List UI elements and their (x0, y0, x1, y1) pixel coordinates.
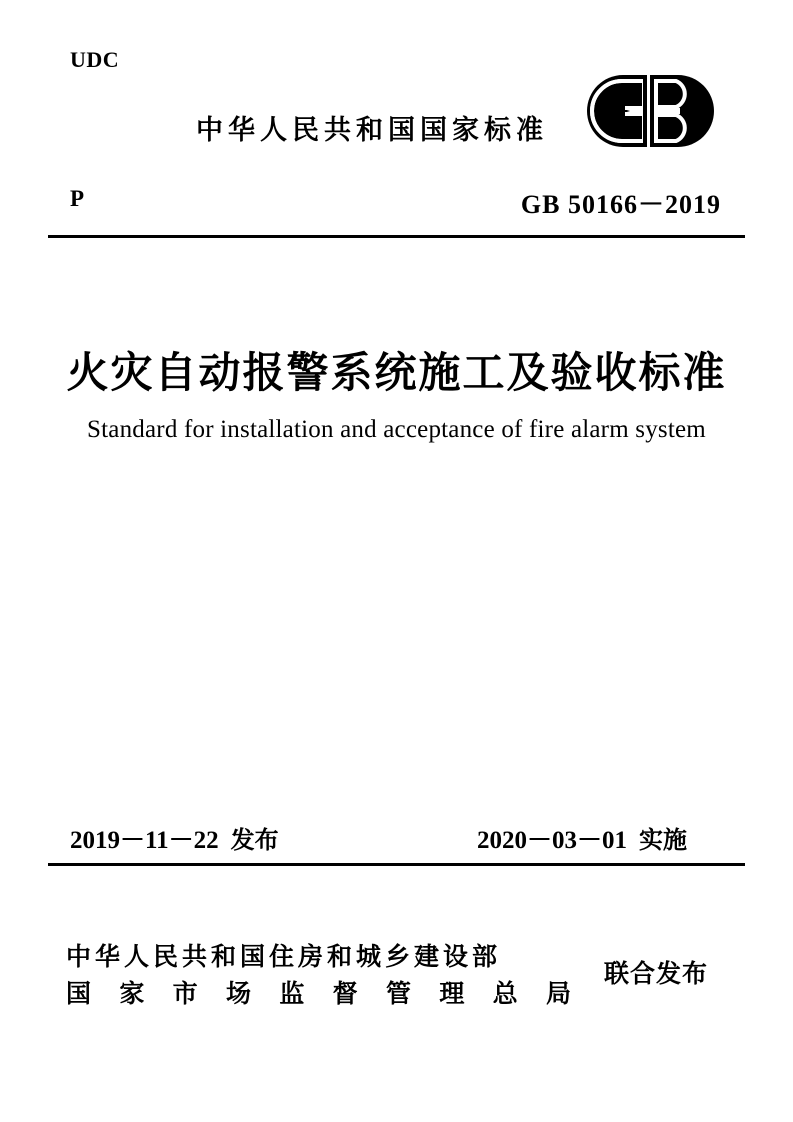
publisher-line-1: 中华人民共和国住房和城乡建设部 (66, 942, 502, 971)
effective-date-value: 2020－03－01 (477, 827, 628, 854)
udc-label: UDC (70, 47, 120, 72)
effective-date-group (477, 820, 687, 856)
national-standard-heading: 中华人民共和国国家标准 (196, 115, 548, 146)
gb-emblem-logo (586, 74, 714, 148)
classification-code: P (70, 186, 85, 211)
issue-date-label: 发布 (230, 826, 279, 854)
document-title-english: Standard for installation and acceptance of fire alarm system (87, 416, 706, 443)
header-divider-rule (48, 235, 745, 238)
issue-date-value: 2019－11－22 (70, 827, 219, 854)
joint-issue-label: 联合发布 (604, 959, 709, 988)
standard-number: GB 50166－2019 (520, 190, 721, 219)
document-title-chinese: 火灾自动报警系统施工及验收标准 (66, 348, 727, 397)
publisher-line-2: 国家市场监督管理总局 (66, 979, 575, 1008)
effective-date-label: 实施 (639, 826, 688, 854)
footer-divider-rule (48, 863, 745, 866)
issue-date-group (70, 820, 279, 856)
